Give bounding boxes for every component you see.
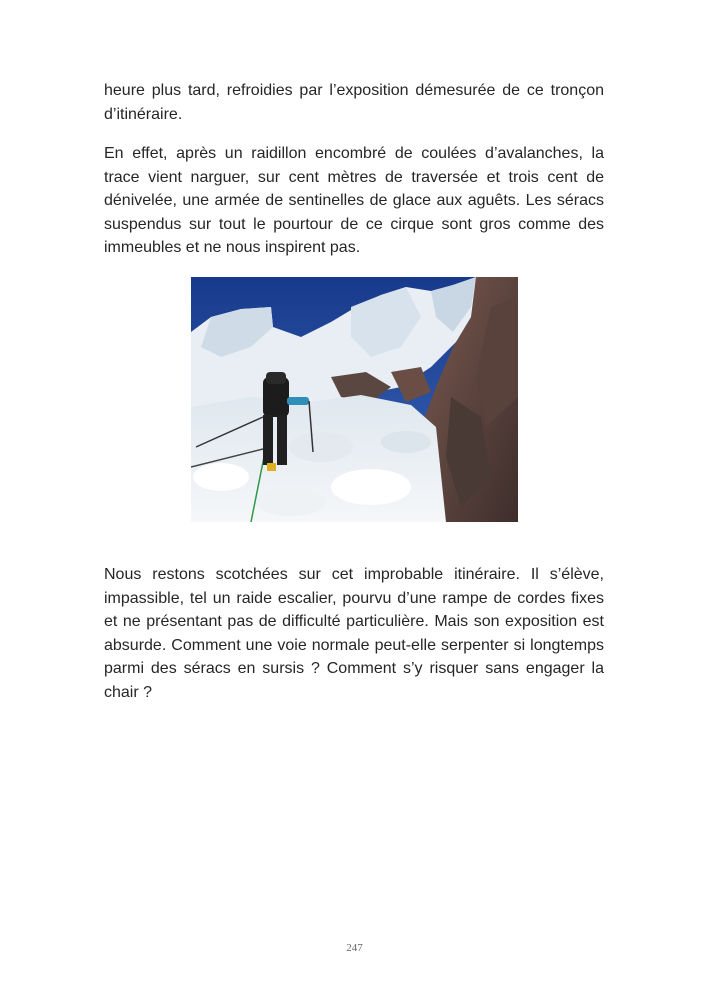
paragraph-2: En effet, après un raidillon encombré de coulées d’avalanches, la trace vient narguer, sur cent mètres de traversée et trois cent de dénivelée, une armée de sentinelles de glace aux aguêts. Les séracs suspendus sur tout le pourtour de ce cirque sont gros comme des immeubles et ne nous inspirent pas. bbox=[104, 145, 604, 256]
page-number: 247 bbox=[346, 942, 363, 954]
paragraph-1: heure plus tard, refroidies par l’exposition démesurée de ce tronçon d’itinéraire. bbox=[104, 82, 604, 123]
paragraph-3: Nous restons scotchées sur cet improbable itinéraire. Il s’élève, impassible, tel un raide escalier, pourvu d’une rampe de cordes fixes et ne présentant pas de difficulté particulière. Mais son exposition est absurde. Comment une voie normale peut-elle serpenter si longtemps parmi des séracs en sursis ? Comment s’y risquer sans engager la chair ? bbox=[104, 566, 604, 701]
mountaineering-photo bbox=[191, 277, 518, 522]
